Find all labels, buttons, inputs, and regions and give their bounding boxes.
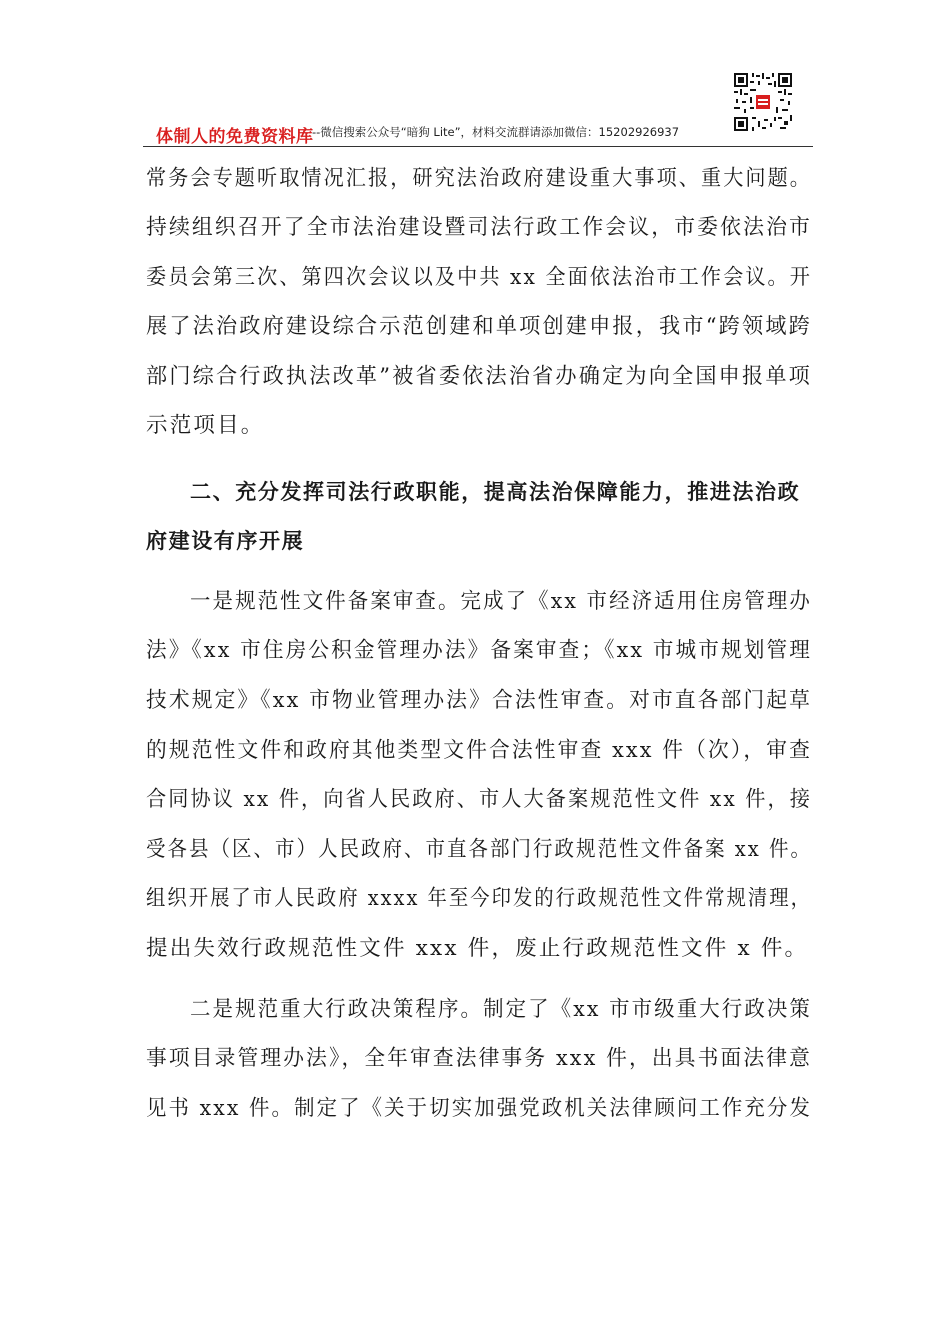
text-line: 的规范性文件和政府其他类型文件合法性审查 xxx 件（次），审查: [146, 738, 812, 763]
text-line: 展了法治政府建设综合示范创建和单项创建申报，我市“跨领域跨: [146, 314, 812, 339]
section-heading-line: 府建设有序开展: [146, 529, 305, 553]
page-header: [146, 118, 814, 147]
text-line: 提出失效行政规范性文件 xxx 件，废止行政规范性文件 x 件。: [146, 936, 809, 961]
text-line: 法》《xx 市住房公积金管理办法》备案审查；《xx 市城市规划管理: [146, 638, 813, 663]
section-heading-line: 二、充分发挥司法行政职能，提高法治保障能力，推进法治政: [190, 480, 801, 504]
header-divider: [143, 146, 813, 147]
text-line: 示范项目。: [146, 413, 265, 438]
text-line: 技术规定》《xx 市物业管理办法》合法性审查。对市直各部门起草: [146, 688, 813, 713]
text-line: 组织开展了市人民政府 xxxx 年至今印发的行政规范性文件常规清理，: [146, 886, 812, 911]
text-line: 事项目录管理办法》，全年审查法律事务 xxx 件，出具书面法律意: [146, 1046, 812, 1071]
text-line: 二是规范重大行政决策程序。制定了《xx 市市级重大行政决策: [190, 997, 812, 1022]
text-line: 委员会第三次、第四次会议以及中共 xx 全面依法治市工作会议。开: [146, 265, 813, 290]
header-tagline: --微信搜索公众号“暗狗 Lite”，材料交流群请添加微信：15202926937: [312, 125, 680, 139]
text-line: 部门综合行政执法改革”被省委依法治省办确定为向全国申报单项: [146, 364, 812, 389]
brand-title: 体制人的免费资料库: [156, 127, 314, 147]
text-line: 常务会专题听取情况汇报，研究法治政府建设重大事项、重大问题。: [146, 166, 813, 191]
text-line: 见书 xxx 件。制定了《关于切实加强党政机关法律顾问工作充分发: [146, 1096, 812, 1121]
text-line: 一是规范性文件备案审查。完成了《xx 市经济适用住房管理办: [190, 589, 812, 614]
text-line: 持续组织召开了全市法治建设暨司法行政工作会议，市委依法治市: [146, 215, 813, 240]
text-line: 合同协议 xx 件，向省人民政府、市人大备案规范性文件 xx 件，接: [146, 787, 812, 812]
text-line: 受各县（区、市）人民政府、市直各部门行政规范性文件备案 xx 件。: [146, 837, 812, 862]
qr-code-icon: [734, 73, 792, 131]
